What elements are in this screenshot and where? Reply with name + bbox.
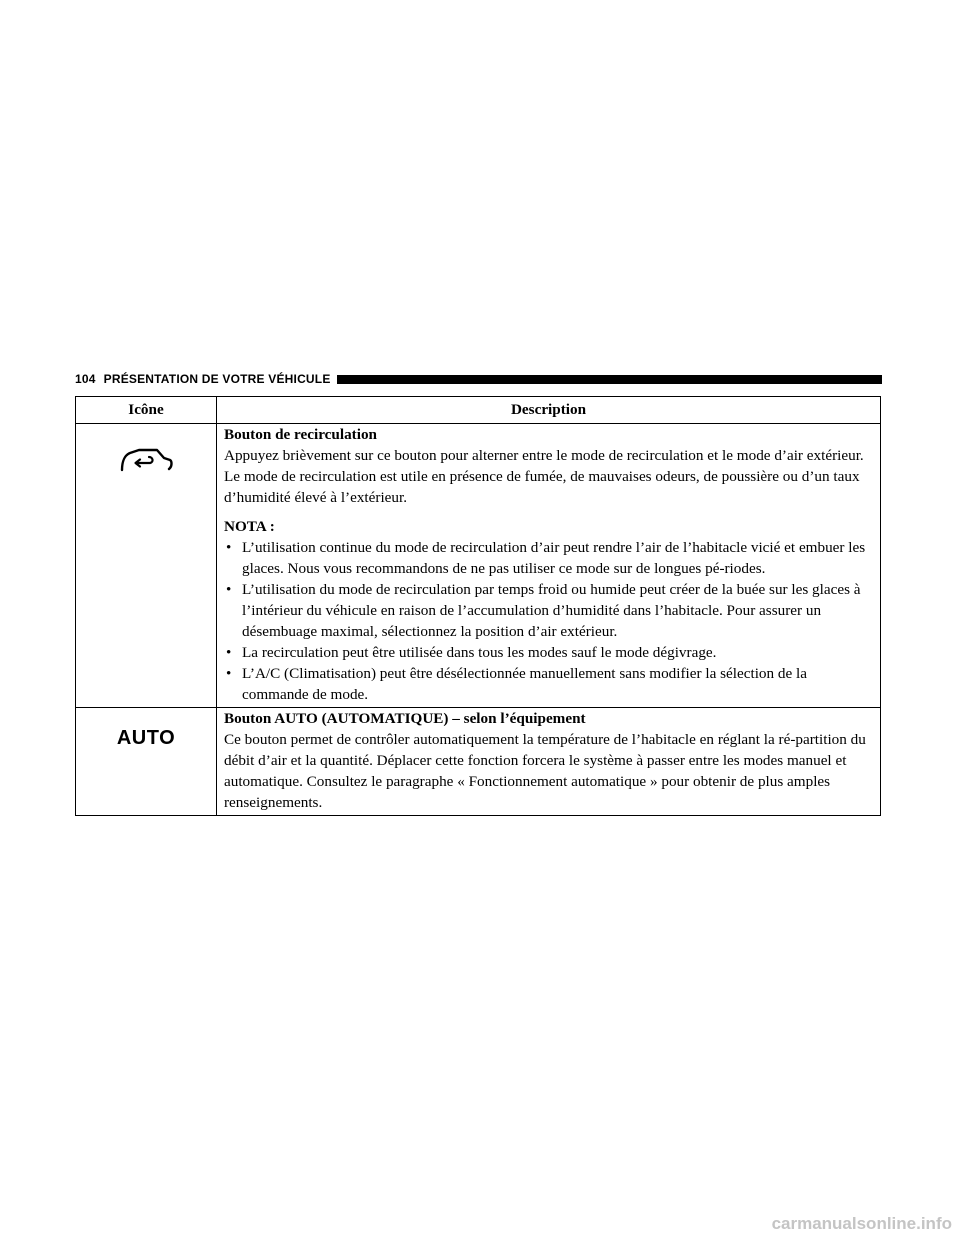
note-label: NOTA : (224, 518, 275, 535)
icon-cell (76, 424, 217, 708)
list-item: • La recirculation peut être utilisée dans tous les modes sauf le mode dégivrage. (224, 642, 874, 663)
row-title: Bouton AUTO (AUTOMATIQUE) – selon l’équipement (224, 710, 586, 727)
table-row-auto (76, 708, 881, 816)
section-title: PRÉSENTATION DE VOTRE VÉHICULE (103, 372, 331, 386)
icon-description-table (75, 396, 881, 816)
note-bullet-list (224, 537, 874, 705)
recirculation-icon (117, 444, 175, 480)
column-header-icon: Icône (76, 397, 217, 424)
list-item: • L’A/C (Climatisation) peut être désélectionnée manuellement sans modifier la sélection de la commande de mode. (224, 663, 874, 705)
list-item: • L’utilisation continue du mode de recirculation d’air peut rendre l’air de l’habitacle vicié et embuer les glaces. Nous vous recommandons de ne pas utiliser ce mode sur de longues pé-riodes. (224, 537, 874, 579)
row-title: Bouton de recirculation (224, 426, 378, 443)
column-header-description: Description (217, 397, 881, 424)
list-item: • L’utilisation du mode de recirculation par temps froid ou humide peut créer de la buée sur les glaces à l’intérieur du véhicule en raison de l’accumulation d’humidité dans l’habitacle. Pour assurer un désembuage maximal, sélectionnez la position d’air extérieur. (224, 579, 874, 642)
icon-cell (76, 708, 217, 816)
description-cell (217, 708, 881, 816)
page-number: 104 (75, 372, 96, 386)
description-paragraph: Appuyez brièvement sur ce bouton pour alterner entre le mode de recirculation et le mode d’air extérieur. Le mode de recirculation est utile en présence de fumée, de mauvaises odeurs, de poussière ou d’un taux d’humidité élevé à l’extérieur. (224, 447, 864, 506)
description-cell (217, 424, 881, 708)
watermark: carmanualsonline.info (771, 1214, 952, 1233)
table-row-recirculation (76, 424, 881, 708)
header-rule (337, 375, 882, 384)
description-paragraph: Ce bouton permet de contrôler automatiquement la température de l’habitacle en réglant la ré-partition du débit d’air et la quantité. Déplacer cette fonction forcera le système à passer entre les modes manuel et automatique. Consultez le paragraphe « Fonctionnement automatique » pour obtenir de plus amples renseignements. (224, 731, 866, 811)
auto-text-icon: AUTO (116, 727, 176, 749)
table-header-row (76, 397, 881, 424)
page-header (75, 368, 882, 390)
